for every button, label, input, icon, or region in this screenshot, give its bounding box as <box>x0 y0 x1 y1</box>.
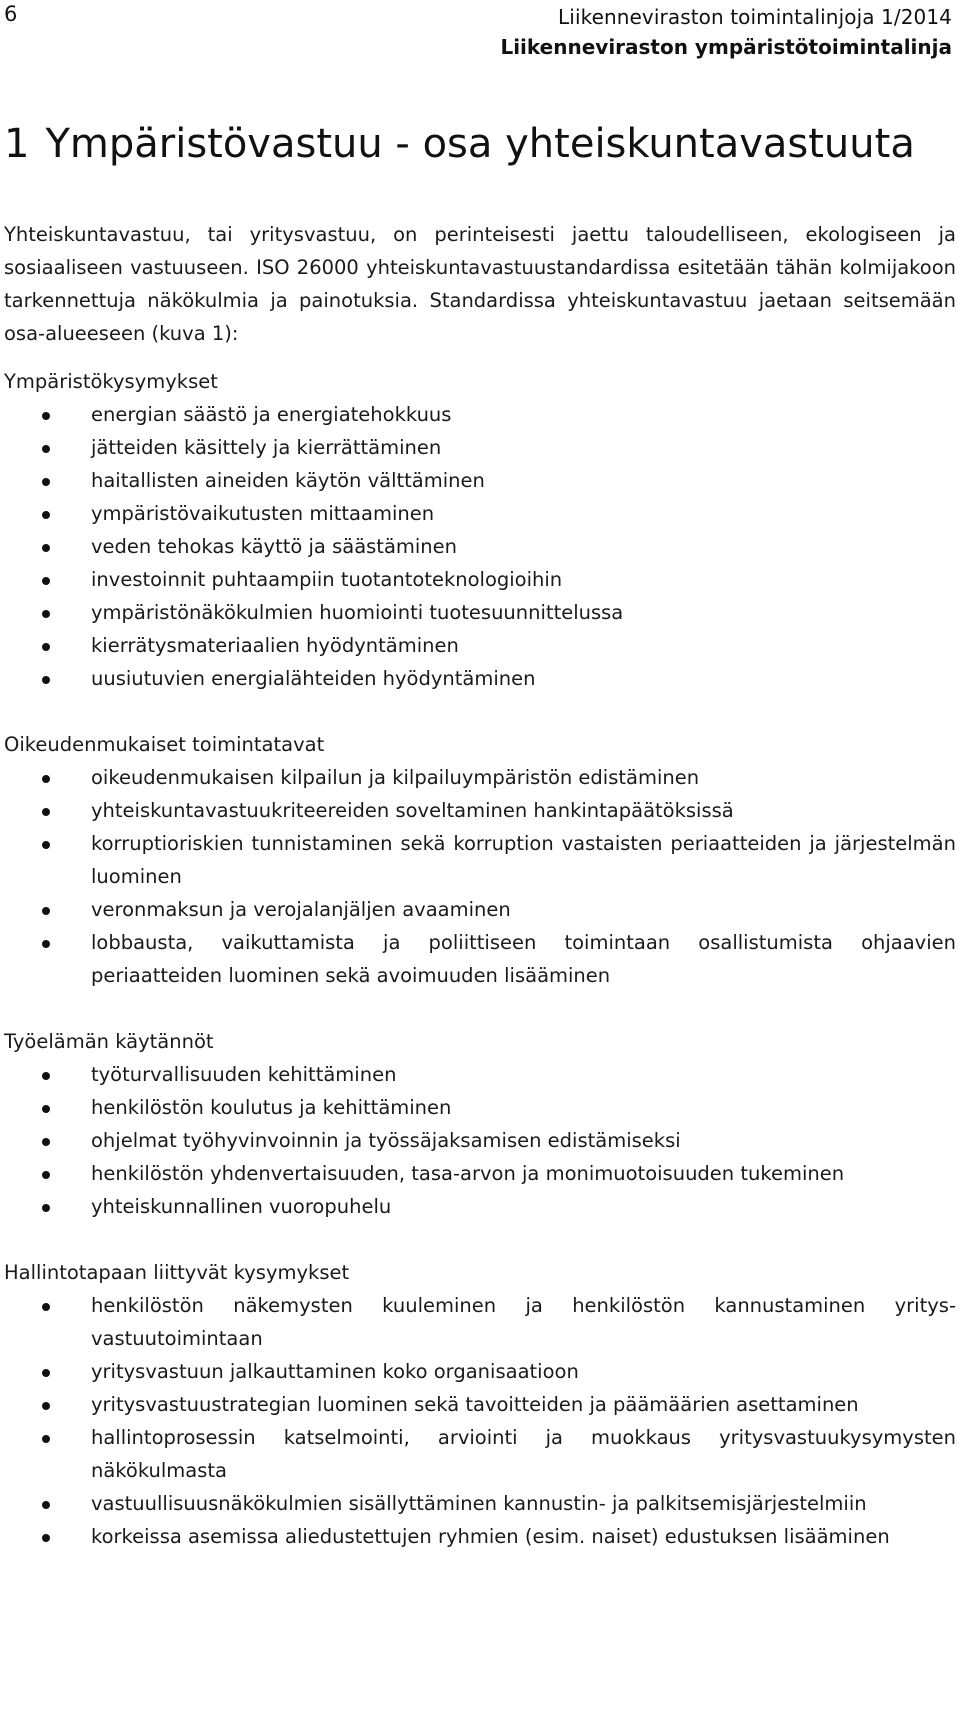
bullet-icon <box>42 478 50 486</box>
chapter-number: 1 <box>4 121 30 167</box>
list-item-text: uusiutuvien energialähteiden hyödyntäminen <box>91 667 536 690</box>
list-item-text: investoinnit puhtaampiin tuotantoteknologioihin <box>91 568 563 591</box>
bullet-icon <box>42 1435 50 1443</box>
list-item-text: henkilöstön näkemysten kuuleminen ja henkilöstön kannustaminen yritysvastuutoimintaan <box>91 1294 956 1350</box>
list-item <box>4 1157 956 1190</box>
list-item-text: veden tehokas käyttö ja säästäminen <box>91 535 458 558</box>
bullet-icon <box>42 1171 50 1179</box>
list-item-text: energian säästö ja energiatehokkuus <box>91 403 452 426</box>
list-item-text: ympäristövaikutusten mittaaminen <box>91 502 435 525</box>
bullet-icon <box>42 511 50 519</box>
bullet-icon <box>42 808 50 816</box>
series-title: Liikenneviraston toimintalinjoja 1/2014 <box>558 5 952 29</box>
section-heading: Hallintotapaan liittyvät kysymykset <box>4 1261 350 1284</box>
list-item <box>4 1487 956 1520</box>
bullet-icon <box>42 445 50 453</box>
list-item <box>4 1058 956 1091</box>
bullet-icon <box>42 676 50 684</box>
bullet-icon <box>42 1534 50 1542</box>
section-heading: Työelämän käytännöt <box>4 1030 214 1053</box>
bullet-icon <box>42 775 50 783</box>
topic-section <box>4 1025 956 1223</box>
list-item-text: jätteiden käsittely ja kierrättäminen <box>91 436 442 459</box>
bullet-list <box>4 1289 956 1553</box>
list-item <box>4 893 956 926</box>
topic-section <box>4 728 956 992</box>
bullet-icon <box>42 544 50 552</box>
list-item <box>4 563 956 596</box>
list-item <box>4 464 956 497</box>
list-item <box>4 794 956 827</box>
bullet-icon <box>42 1072 50 1080</box>
list-item <box>4 1520 956 1553</box>
list-item <box>4 431 956 464</box>
chapter-heading <box>4 120 954 168</box>
document-title: Liikenneviraston ympäristötoimintalinja <box>500 35 952 59</box>
list-item <box>4 1124 956 1157</box>
running-header <box>500 2 952 62</box>
list-item <box>4 827 956 893</box>
list-item-text: ympäristönäkökulmien huomiointi tuotesuunnittelussa <box>91 601 624 624</box>
intro-paragraph: Yhteiskuntavastuu, tai yritysvastuu, on perinteisesti jaettu taloudelliseen, ekologiseen ja sosiaaliseen vastuuseen. ISO 26000 yhteiskuntavastuustandardissa esitetään tähän kolmijakoon tarkennettuja näkökulmia ja painotuksia. Standardissa yhteiskuntavastuu jaetaan seitsemään osa-alueeseen (kuva 1): <box>4 223 956 345</box>
chapter-title: Ympäristövastuu - osa yhteiskuntavastuuta <box>45 121 915 167</box>
list-item <box>4 1289 956 1355</box>
list-item-text: haitallisten aineiden käytön välttäminen <box>91 469 485 492</box>
bullet-icon <box>42 907 50 915</box>
bullet-list <box>4 1058 956 1223</box>
bullet-icon <box>42 412 50 420</box>
list-item <box>4 1190 956 1223</box>
list-item-text: oikeudenmukaisen kilpailun ja kilpailuympäristön edistäminen <box>91 766 700 789</box>
list-item-text: kierrätysmateriaalien hyödyntäminen <box>91 634 459 657</box>
list-item <box>4 1421 956 1487</box>
list-item-text: henkilöstön yhdenvertaisuuden, tasa-arvon ja monimuotoisuuden tukeminen <box>91 1162 845 1185</box>
list-item-text: korruptioriskien tunnistaminen sekä korruption vastaisten periaatteiden ja järjestelmän luominen <box>91 832 956 888</box>
list-item-text: vastuullisuusnäkökulmien sisällyttäminen kannustin- ja palkitsemisjärjestelmiin <box>91 1492 867 1515</box>
bullet-icon <box>42 1204 50 1212</box>
list-item-text: yritysvastuustrategian luominen sekä tavoitteiden ja päämäärien asettaminen <box>91 1393 859 1416</box>
list-item-text: veronmaksun ja verojalanjäljen avaaminen <box>91 898 511 921</box>
list-item-text: yhteiskunnallinen vuoropuhelu <box>91 1195 392 1218</box>
bullet-icon <box>42 577 50 585</box>
topic-sections <box>4 365 956 1586</box>
list-item <box>4 629 956 662</box>
list-item <box>4 1091 956 1124</box>
list-item-text: yhteiskuntavastuukriteereiden soveltaminen hankintapäätöksissä <box>91 799 734 822</box>
bullet-list <box>4 398 956 695</box>
bullet-icon <box>42 1303 50 1311</box>
list-item <box>4 530 956 563</box>
bullet-icon <box>42 1138 50 1146</box>
bullet-icon <box>42 940 50 948</box>
list-item-text: korkeissa asemissa aliedustettujen ryhmien (esim. naiset) edustuksen lisääminen <box>91 1525 890 1548</box>
bullet-icon <box>42 1369 50 1377</box>
bullet-icon <box>42 643 50 651</box>
page-number: 6 <box>4 2 18 26</box>
list-item-text: hallintoprosessin katselmointi, arviointi ja muokkaus yritysvastuukysymysten näkökulmasta <box>91 1426 956 1482</box>
bullet-icon <box>42 1402 50 1410</box>
topic-section <box>4 365 956 695</box>
list-item <box>4 398 956 431</box>
bullet-icon <box>42 1105 50 1113</box>
list-item <box>4 1355 956 1388</box>
list-item <box>4 1388 956 1421</box>
list-item <box>4 596 956 629</box>
bullet-icon <box>42 610 50 618</box>
bullet-list <box>4 761 956 992</box>
section-heading: Oikeudenmukaiset toimintatavat <box>4 733 325 756</box>
list-item <box>4 497 956 530</box>
bullet-icon <box>42 841 50 849</box>
list-item-text: työturvallisuuden kehittäminen <box>91 1063 397 1086</box>
topic-section <box>4 1256 956 1553</box>
section-heading: Ympäristökysymykset <box>4 370 218 393</box>
list-item <box>4 926 956 992</box>
list-item-text: yritysvastuun jalkauttaminen koko organisaatioon <box>91 1360 579 1383</box>
bullet-icon <box>42 1501 50 1509</box>
list-item-text: ohjelmat työhyvinvoinnin ja työssäjaksamisen edistämiseksi <box>91 1129 681 1152</box>
list-item <box>4 662 956 695</box>
list-item-text: henkilöstön koulutus ja kehittäminen <box>91 1096 452 1119</box>
list-item-text: lobbausta, vaikuttamista ja poliittiseen toimintaan osallistumista ohjaavien periaatteiden luominen sekä avoimuuden lisääminen <box>91 931 956 987</box>
list-item <box>4 761 956 794</box>
